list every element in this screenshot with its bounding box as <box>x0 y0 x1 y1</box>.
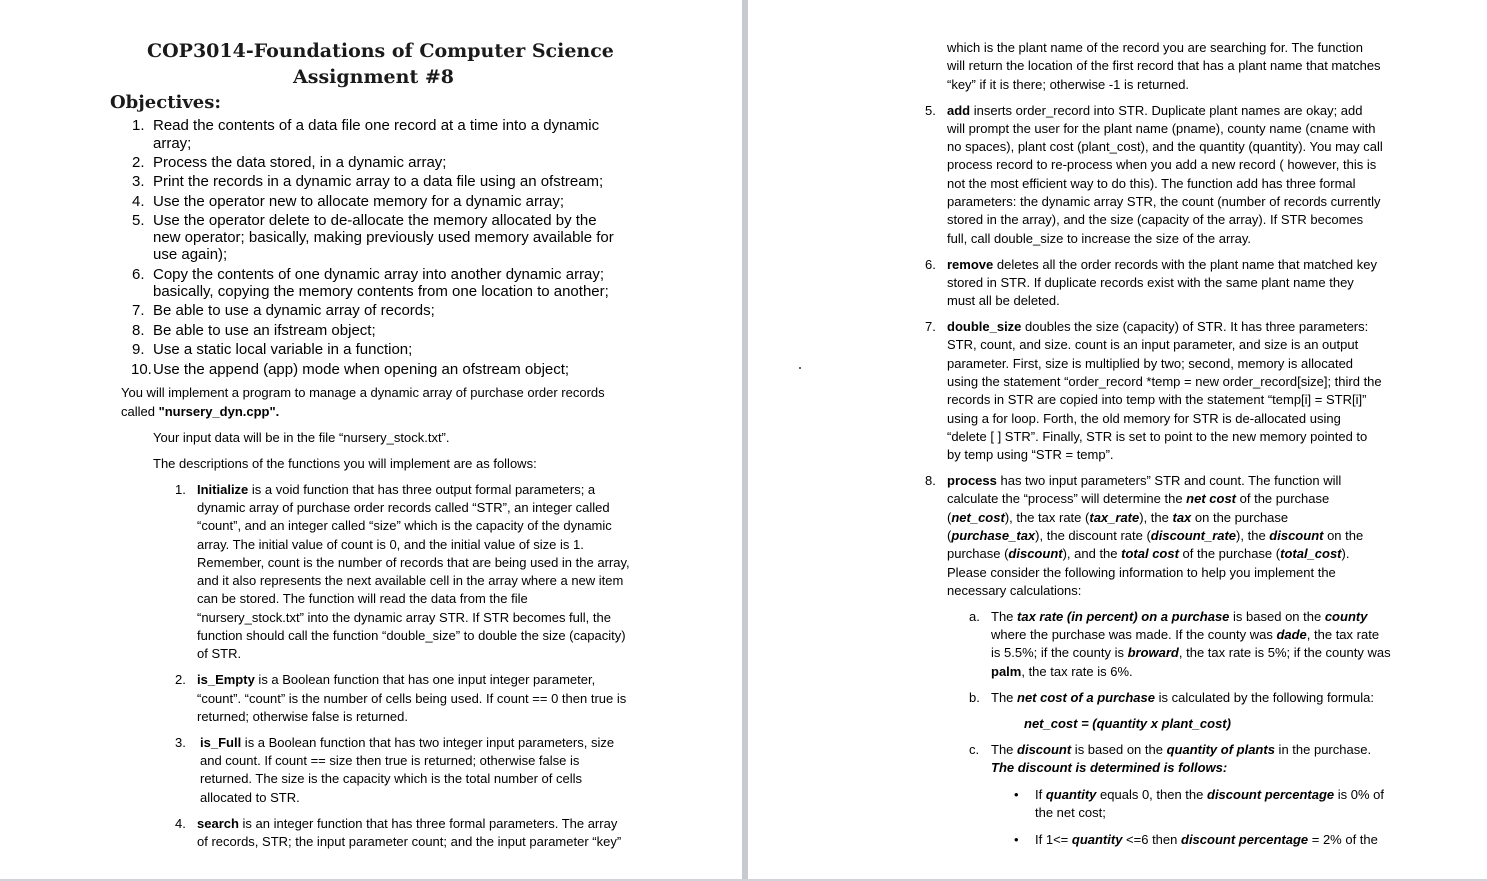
tax-rate-line-1: The tax rate (in percent) on a purchase is based on the county <box>991 609 1368 624</box>
function-f5-line: process record to re-process when you add a new record ( however, this is <box>947 157 1377 172</box>
function-name-remove: remove <box>947 257 994 272</box>
objective-item: new operator; basically, making previously used memory available for <box>153 229 614 246</box>
objective-number: 1. <box>132 117 145 134</box>
process-line-1: process has two input parameters” STR and count. The function will <box>947 473 1342 488</box>
objective-item: Copy the contents of one dynamic array into another dynamic array; <box>153 266 605 283</box>
discount-bullet-1: If quantity equals 0, then the discount percentage is 0% of <box>1035 787 1384 802</box>
function-f5-line: full, call double_size to increase the size of the array. <box>947 231 1251 246</box>
search-continuation-line: which is the plant name of the record you are searching for. The function <box>947 40 1363 55</box>
tax-rate-line-3: is 5.5%; if the county is broward, the tax rate is 5%; if the county was <box>991 645 1391 660</box>
function-f5-line: no spaces), plant cost (plant_cost), and the quantity (quantity). You may call <box>947 139 1383 154</box>
document-title: COP3014-Foundations of Computer Science <box>147 40 614 62</box>
function-f7-line: by temp using “STR = temp”. <box>947 447 1114 462</box>
sub-item-a-label: a. <box>969 609 980 624</box>
function-f3-line: is_Full is a Boolean function that has two integer input parameters, size <box>200 735 615 750</box>
objective-number: 5. <box>132 212 145 229</box>
objective-number: 8. <box>132 322 145 339</box>
objective-number: 2. <box>132 154 145 171</box>
function-f1-line: dynamic array of purchase order records called “STR”, an integer called <box>197 500 610 515</box>
function-f5-line: stored in the array), and the size (capacity of the array). If STR becomes <box>947 212 1364 227</box>
function-f7-line: “delete [ ] STR”. Finally, STR is set to point to the new memory pointed to <box>947 429 1368 444</box>
tax-rate-line-2: where the purchase was made. If the county was dade, the tax rate <box>991 627 1380 642</box>
function-f1-line: can be stored. The function will read the data from the file <box>197 591 528 606</box>
objective-item: use again); <box>153 246 228 263</box>
function-f2-line: “count”. “count” is the number of cells being used. If count == 0 then true is <box>197 691 627 706</box>
sub-item-b-label: b. <box>969 690 980 705</box>
search-continuation-line: will return the location of the first record that has a plant name that matches <box>947 58 1381 73</box>
intro-line-2: called "nursery_dyn.cpp". <box>121 404 280 419</box>
objective-item: Use a static local variable in a function; <box>153 341 413 358</box>
function-f7-line: STR, count, and size. count is an input parameter, and size is an output <box>947 337 1359 352</box>
objective-number: 7. <box>132 302 145 319</box>
function-f1-line: Remember, count is the number of records that are being used in the array, <box>197 555 630 570</box>
function-f1-line: of STR. <box>197 646 242 661</box>
objective-number: 6. <box>132 266 145 283</box>
function-f1-number: 1. <box>175 482 186 497</box>
objective-item: basically, copying the memory contents from one location to another; <box>153 283 609 300</box>
discount-bullet-1-cont: the net cost; <box>1035 805 1106 820</box>
objective-item: Print the records in a dynamic array to a data file using an ofstream; <box>153 173 604 190</box>
input-file-line: Your input data will be in the file “nursery_stock.txt”. <box>153 430 450 445</box>
function-f4-line: of records, STR; the input parameter count; and the input parameter “key” <box>197 834 622 849</box>
function-f2-number: 2. <box>175 672 186 687</box>
objective-number: 3. <box>132 173 145 190</box>
function-f2-line: is_Empty is a Boolean function that has one input integer parameter, <box>197 672 596 687</box>
function-f7-line: parameter. First, size is multiplied by two; second, memory is allocated <box>947 356 1354 371</box>
objective-item: Be able to use an ifstream object; <box>153 322 376 339</box>
net-cost-line: The net cost of a purchase is calculated by the following formula: <box>991 690 1374 705</box>
function-f5-line: not the most efficient way to do this). The function add has three formal <box>947 176 1356 191</box>
objective-item: array; <box>153 135 192 152</box>
function-f7-line: using a for loop. Forth, the old memory for STR is de-allocated using <box>947 411 1341 426</box>
page-right <box>748 0 1487 879</box>
function-f1-line: and it also represents the next available cell in the array where a new item <box>197 573 624 588</box>
discount-line-2: The discount is determined is follows: <box>991 760 1228 775</box>
program-filename: "nursery_dyn.cpp". <box>158 404 280 419</box>
function-f5-line: add inserts order_record into STR. Duplicate plant names are okay; add <box>947 103 1363 118</box>
process-line-5: purchase (discount), and the total cost of the purchase (total_cost). <box>947 546 1350 561</box>
stray-mark <box>799 367 801 369</box>
process-line-4: (purchase_tax), the discount rate (discount_rate), the discount on the <box>947 528 1364 543</box>
function-f3-line: and count. If count == size then true is returned; otherwise false is <box>200 753 580 768</box>
objectives-heading: Objectives: <box>110 92 222 113</box>
function-name-is-empty: is_Empty <box>197 672 255 687</box>
bullet-icon: • <box>1014 832 1019 847</box>
function-name-initialize: Initialize <box>197 482 249 497</box>
function-f4-line: search is an integer function that has three formal parameters. The array <box>197 816 618 831</box>
page-left <box>0 0 742 879</box>
descriptions-line: The descriptions of the functions you will implement are as follows: <box>153 456 537 471</box>
function-name-search: search <box>197 816 239 831</box>
function-f3-number: 3. <box>175 735 186 750</box>
objective-number: 10. <box>131 361 152 378</box>
objective-item: Process the data stored, in a dynamic array; <box>153 154 447 171</box>
objective-item: Be able to use a dynamic array of records; <box>153 302 435 319</box>
function-f7-line: records in STR are copied into temp with the statement “temp[i] = STR[i]” <box>947 392 1367 407</box>
function-f1-line: “count”, and an integer called “size” which is the capacity of the dynamic <box>197 518 612 533</box>
bullet-icon: • <box>1014 787 1019 802</box>
process-line-2: calculate the “process” will determine the net cost of the purchase <box>947 491 1330 506</box>
function-f2-line: returned; otherwise false is returned. <box>197 709 408 724</box>
search-continuation-line: “key” if it is there; otherwise -1 is returned. <box>947 77 1190 92</box>
function-f3-line: returned. The size is the capacity which is the total number of cells <box>200 771 583 786</box>
function-f6-line: remove deletes all the order records with the plant name that matched key <box>947 257 1377 272</box>
objective-item: Use the operator delete to de-allocate the memory allocated by the <box>153 212 597 229</box>
function-f5-number: 5. <box>925 103 936 118</box>
function-f4-number: 4. <box>175 816 186 831</box>
sub-item-c-label: c. <box>969 742 980 757</box>
intro-line-1: You will implement a program to manage a dynamic array of purchase order records <box>121 385 605 400</box>
function-name-double-size: double_size <box>947 319 1022 334</box>
function-f7-line: using the statement “order_record *temp = new order_record[size]; third the <box>947 374 1382 389</box>
discount-line-1: The discount is based on the quantity of plants in the purchase. <box>991 742 1372 757</box>
function-f1-line: Initialize is a void function that has three output formal parameters; a <box>197 482 596 497</box>
discount-bullet-2: If 1<= quantity <=6 then discount percentage = 2% of the <box>1035 832 1378 847</box>
function-f5-line: parameters: the dynamic array STR, the count (number of records currently <box>947 194 1381 209</box>
function-f1-line: function should call the function “double_size” to double the size (capacity) <box>197 628 626 643</box>
function-f6-line: stored in STR. If duplicate records exist with the same plant name they <box>947 275 1354 290</box>
function-f1-line: array. The initial value of count is 0, and the initial value of size is 1. <box>197 537 584 552</box>
function-8-number: 8. <box>925 473 936 488</box>
objective-item: Read the contents of a data file one record at a time into a dynamic <box>153 117 600 134</box>
process-line-6: Please consider the following information to help you implement the <box>947 565 1336 580</box>
function-f6-number: 6. <box>925 257 936 272</box>
function-name-process: process <box>947 473 997 488</box>
net-cost-formula: net_cost = (quantity x plant_cost) <box>1024 716 1231 731</box>
objective-item: Use the operator new to allocate memory for a dynamic array; <box>153 193 565 210</box>
objective-number: 9. <box>132 341 145 358</box>
function-f6-line: must all be deleted. <box>947 293 1060 308</box>
tax-rate-line-4: palm, the tax rate is 6%. <box>991 664 1133 679</box>
document-subtitle: Assignment #8 <box>293 66 454 88</box>
function-f7-number: 7. <box>925 319 936 334</box>
function-name-is-full: is_Full <box>200 735 242 750</box>
process-line-3: (net_cost), the tax rate (tax_rate), the tax on the purchase <box>947 510 1289 525</box>
function-f5-line: will prompt the user for the plant name (pname), county name (cname with <box>947 121 1376 136</box>
function-name-add: add <box>947 103 971 118</box>
process-line-7: necessary calculations: <box>947 583 1082 598</box>
function-f3-line: allocated to STR. <box>200 790 300 805</box>
function-f1-line: “nursery_stock.txt” into the dynamic array STR. If STR becomes full, the <box>197 610 611 625</box>
objective-number: 4. <box>132 193 145 210</box>
function-f7-line: double_size doubles the size (capacity) of STR. It has three parameters: <box>947 319 1369 334</box>
objective-item: Use the append (app) mode when opening an ofstream object; <box>153 361 570 378</box>
